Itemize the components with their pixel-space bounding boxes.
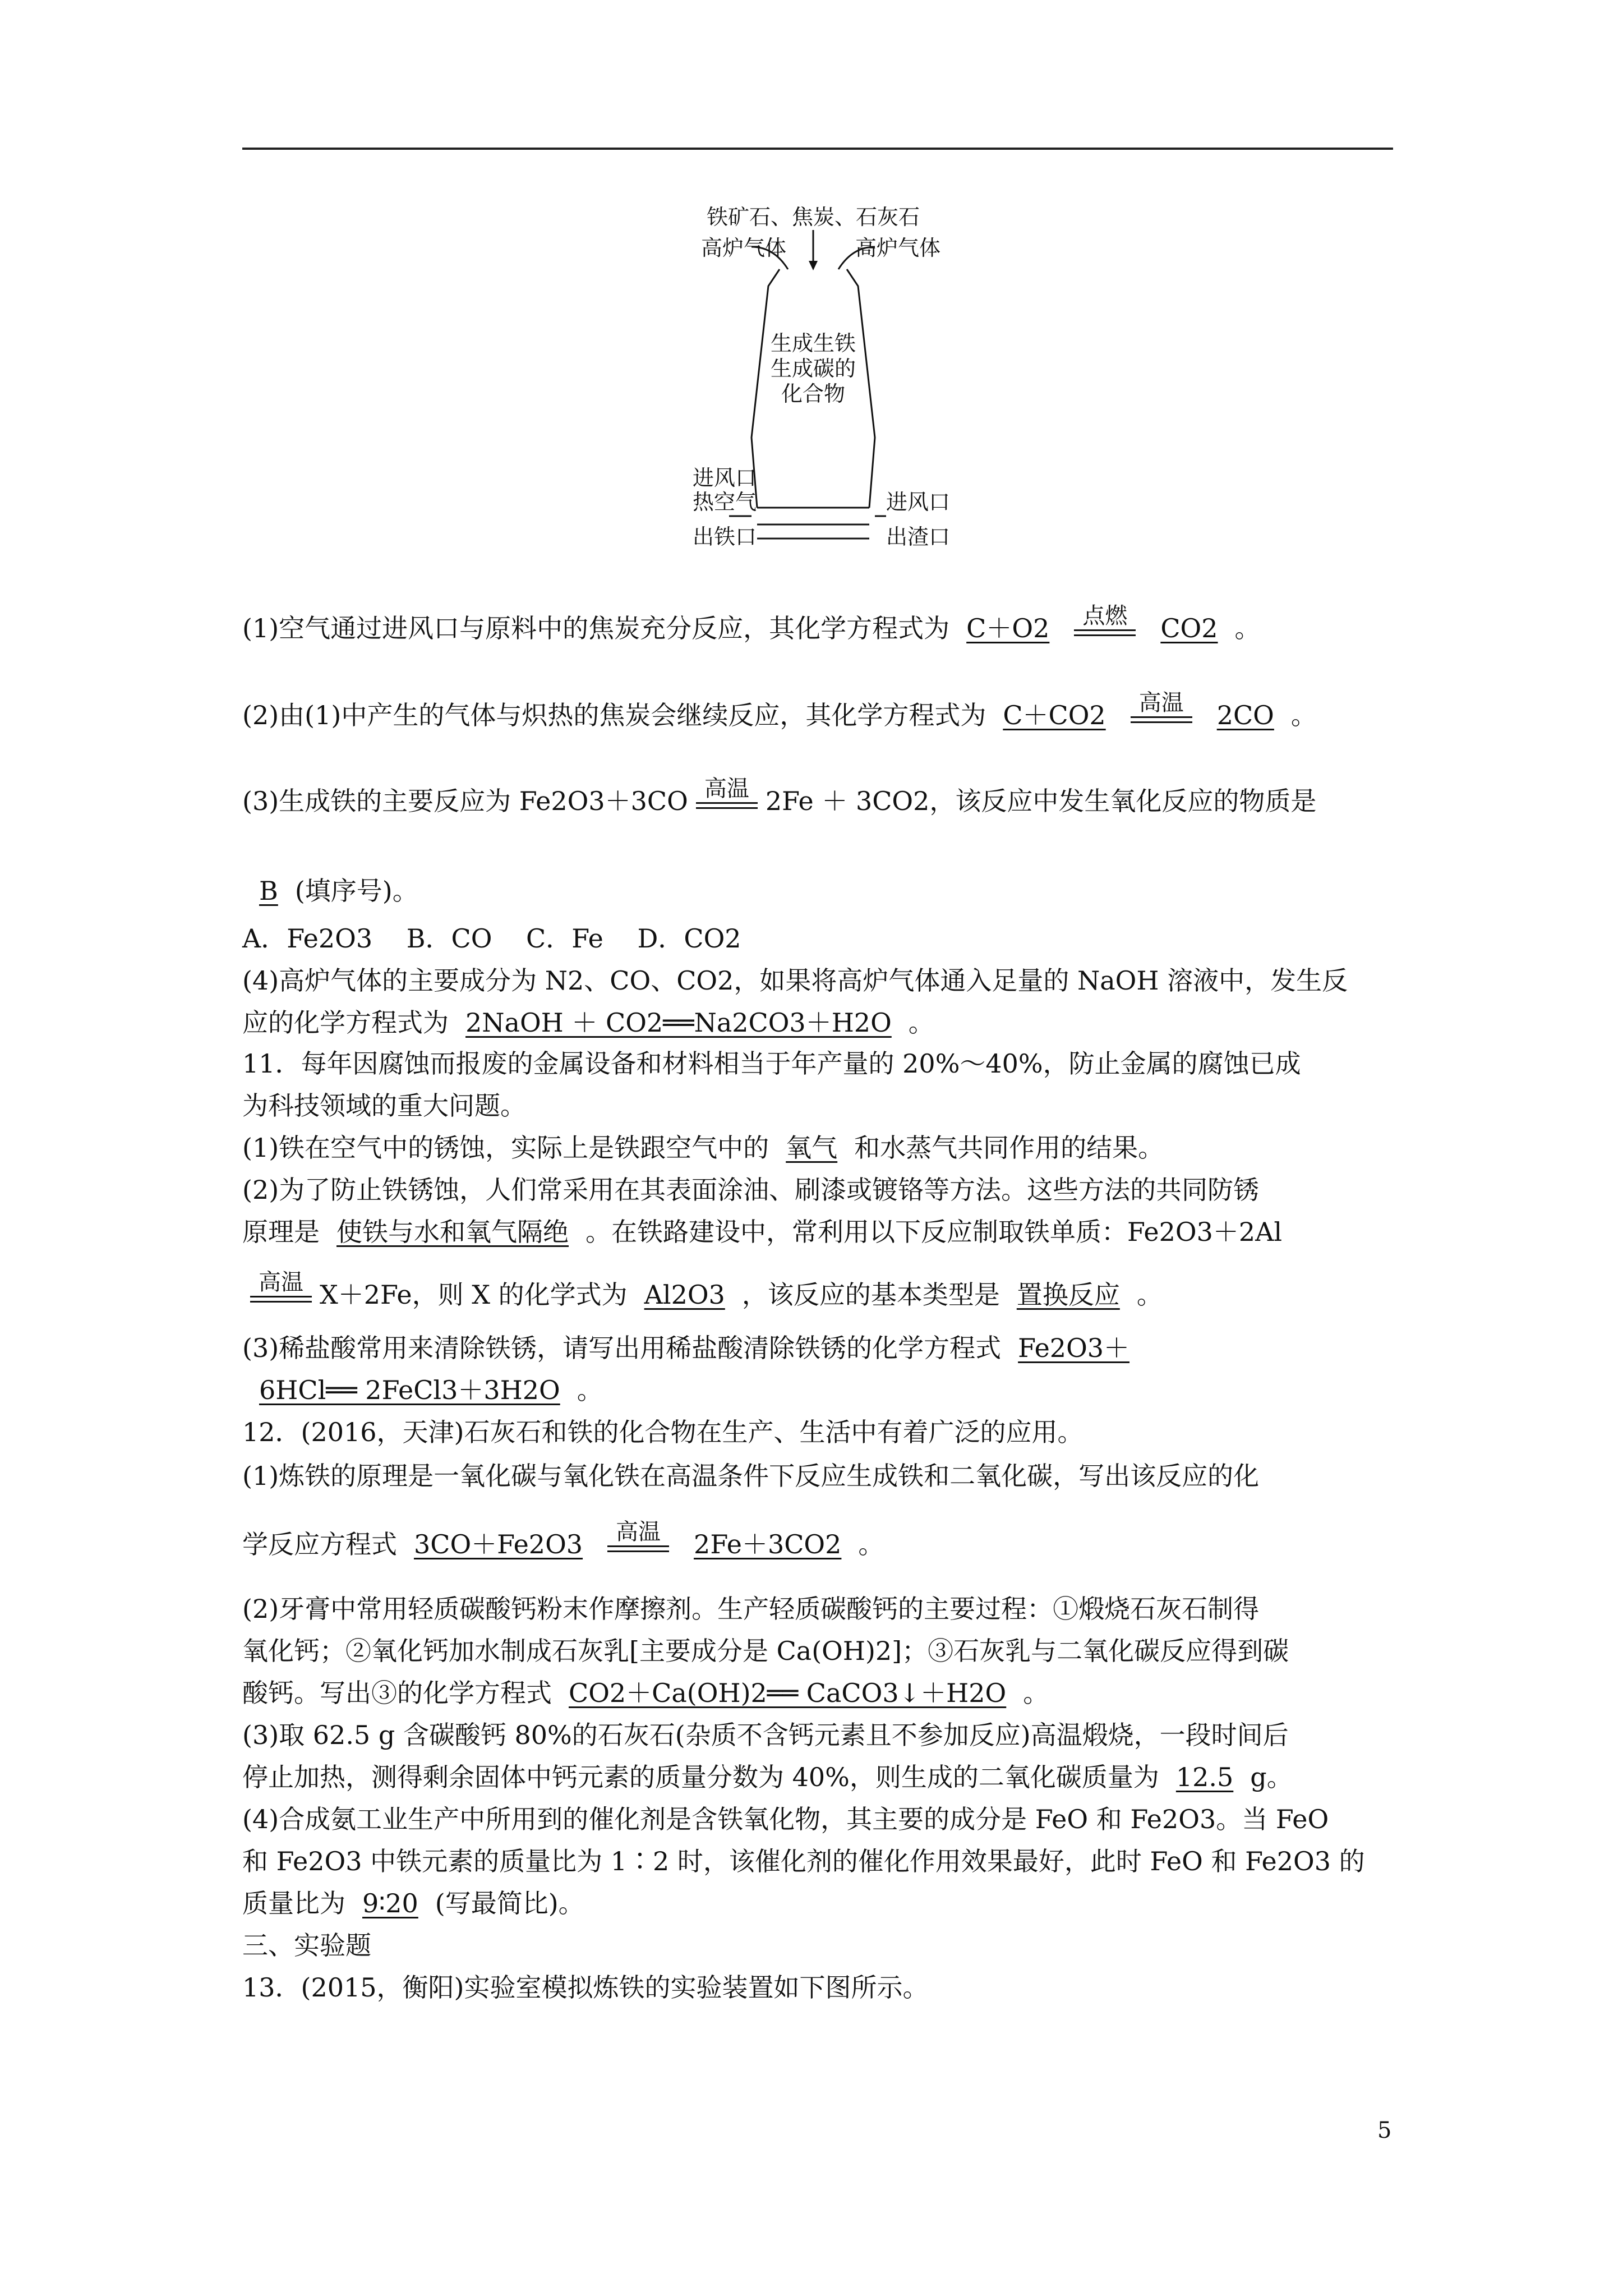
inner-label-2: 生成碳的 xyxy=(770,356,856,381)
q11-part1: (1)铁在空气中的锈蚀，实际上是铁跟空气中的 氧气 和水蒸气共同作用的结果。 xyxy=(242,1133,1164,1163)
inner-label-3: 化合物 xyxy=(781,381,846,406)
q13-line: 13．(2015，衡阳)实验室模拟炼铁的实验装置如下图所示。 xyxy=(242,1972,929,2003)
gas-right-label: 高炉气体 xyxy=(855,236,941,260)
q10-part2: (2)由(1)中产生的气体与炽热的焦炭会继续反应，其化学方程式为 C＋CO2 高温 2CO 。 xyxy=(242,690,1317,730)
q12-line1: 12．(2016，天津)石灰石和铁的化合物在生产、生活中有着广泛的应用。 xyxy=(242,1417,1083,1447)
inlet-right-label: 进风口 xyxy=(886,490,951,514)
q11-part2-line1: (2)为了防止铁锈蚀，人们常采用在其表面涂油、刷漆或镀铬等方法。这些方法的共同防锈 xyxy=(242,1175,1260,1205)
q10-part3: (3)生成铁的主要反应为 Fe2O3＋3CO 高温 2Fe ＋ 3CO2，该反应中发生氧化反应的物质是 xyxy=(242,776,1317,816)
q11-part2-line3: 高温 X＋2Fe，则 X 的化学式为 Al2O3 ，该反应的基本类型是 置换反应 。 xyxy=(242,1279,1163,1310)
inlet-left-label-1: 进风口 xyxy=(693,466,757,490)
q10-part1: (1)空气通过进风口与原料中的焦炭充分反应，其化学方程式为 C＋O2 点燃 CO2 。 xyxy=(242,603,1261,643)
q11-part3-line1: (3)稀盐酸常用来清除铁锈，请写出用稀盐酸清除铁锈的化学方程式 Fe2O3＋ xyxy=(242,1333,1130,1363)
outlet-slag-label: 出渣口 xyxy=(886,524,951,549)
q10-part4-line2: 应的化学方程式为 2NaOH ＋ CO2══Na2CO3＋H2O 。 xyxy=(242,1007,934,1038)
q11-part2-line2: 原理是 使铁与水和氧气隔绝 。在铁路建设中，常利用以下反应制取铁单质：Fe2O3＋2Al xyxy=(242,1217,1283,1247)
diagram-top-label: 铁矿石、焦炭、石灰石 xyxy=(706,205,920,229)
q12-part2-line2: 氧化钙；②氧化钙加水制成石灰乳[主要成分是 Ca(OH)2]；③石灰乳与二氧化碳反应得到碳 xyxy=(242,1636,1289,1666)
section-heading: 三、实验题 xyxy=(242,1930,371,1961)
gas-left-label: 高炉气体 xyxy=(701,236,787,260)
inlet-left-label-2: 热空气 xyxy=(693,490,757,514)
q12-part1-line1: (1)炼铁的原理是一氧化碳与氧化铁在高温条件下反应生成铁和二氧化碳，写出该反应的化 xyxy=(242,1461,1260,1491)
q10-part4-line1: (4)高炉气体的主要成分为 N2、CO、CO2，如果将高炉气体通入足量的 NaOH 溶液中，发生反 xyxy=(242,965,1348,996)
header-rule xyxy=(242,148,1393,150)
q12-part4-line1: (4)合成氨工业生产中所用到的催化剂是含铁氧化物，其主要的成分是 FeO 和 Fe2O3。当 FeO xyxy=(242,1804,1329,1834)
outlet-iron-label: 出铁口 xyxy=(693,524,757,549)
feed-arrow-head xyxy=(809,261,818,270)
q12-part2-line1: (2)牙膏中常用轻质碳酸钙粉末作摩擦剂。生产轻质碳酸钙的主要过程：①煅烧石灰石制得 xyxy=(242,1594,1260,1624)
q12-part4-line3: 质量比为 9∶20 (写最简比)。 xyxy=(242,1888,584,1918)
q12-part1-line2: 学反应方程式 3CO＋Fe2O3 高温 2Fe＋3CO2 。 xyxy=(242,1519,884,1559)
q10-options: A．Fe2O3 B．CO C．Fe D．CO2 xyxy=(242,923,741,954)
q11-line1: 11．每年因腐蚀而报废的金属设备和材料相当于年产量的 20%～40%，防止金属的腐蚀已成 xyxy=(242,1048,1301,1079)
q12-part3-line2: 停止加热，测得剩余固体中钙元素的质量分数为 40%，则生成的二氧化碳质量为 12.5 g。 xyxy=(242,1762,1293,1792)
q12-part2-line3: 酸钙。写出③的化学方程式 CO2＋Ca(OH)2══ CaCO3↓＋H2O 。 xyxy=(242,1678,1049,1708)
page-number: 5 xyxy=(1377,2118,1392,2143)
blast-furnace-diagram xyxy=(662,202,965,561)
q11-line2: 为科技领域的重大问题。 xyxy=(242,1091,526,1121)
inner-label-1: 生成生铁 xyxy=(770,331,856,356)
q12-part4-line2: 和 Fe2O3 中铁元素的质量比为 1∶2 时，该催化剂的催化作用效果最好，此时 FeO 和 Fe2O3 的 xyxy=(242,1846,1365,1876)
q12-part3-line1: (3)取 62.5 g 含碳酸钙 80%的石灰石(杂质不含钙元素且不参加反应)高温煅烧，一段时间后 xyxy=(242,1720,1289,1750)
q11-part3-line2: 6HCl══ 2FeCl3＋3H2O 。 xyxy=(259,1375,603,1405)
q10-part3-answer: B (填序号)。 xyxy=(259,876,418,906)
